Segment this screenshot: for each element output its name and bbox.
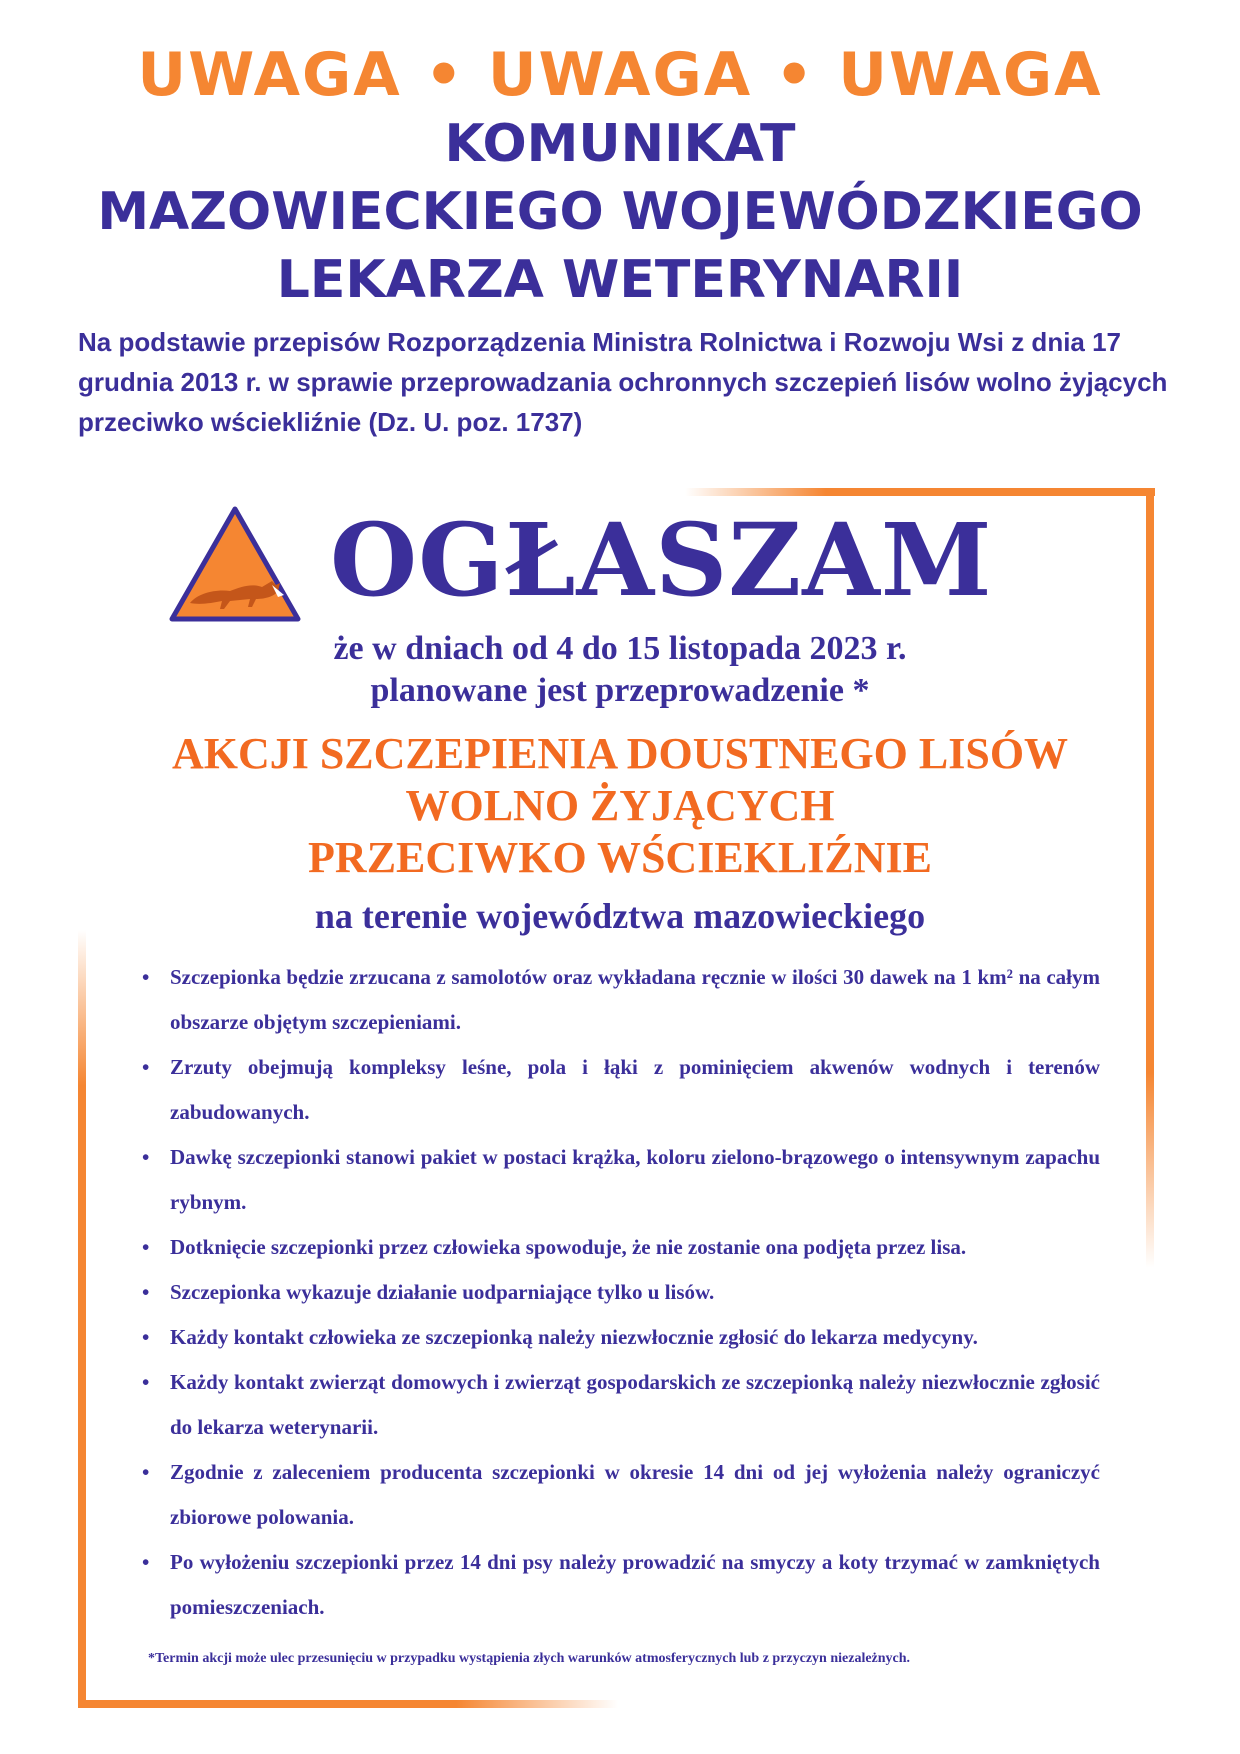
list-item: • Dawkę szczepionki stanowi pakiet w postaci krążka, koloru zielono-brązowego o intensywnym zapachu rybnym. bbox=[142, 1135, 1100, 1225]
campaign-dates: że w dniach od 4 do 15 listopada 2023 r. bbox=[333, 630, 907, 667]
instructions-list bbox=[142, 955, 1100, 1630]
frame-left-border bbox=[78, 930, 86, 1708]
list-item: • Dotknięcie szczepionki przez człowieka spowoduje, że nie zostanie ona podjęta przez lisa. bbox=[142, 1225, 1100, 1270]
list-item: • Szczepionka wykazuje działanie uodparniające tylko u lisów. bbox=[142, 1270, 1100, 1315]
uwaga-banner: UWAGA • UWAGA • UWAGA bbox=[137, 40, 1103, 110]
list-item: • Każdy kontakt zwierząt domowych i zwierząt gospodarskich ze szczepionką należy niezwłocznie zgłosić do lekarza weterynarii. bbox=[142, 1360, 1100, 1450]
list-item: • Po wyłożeniu szczepionki przez 14 dni psy należy prowadzić na smyczy a koty trzymać w zamkniętych pomieszczeniach. bbox=[142, 1540, 1100, 1630]
list-item: • Szczepionka będzie zrzucana z samolotów oraz wykładana ręcznie w ilości 30 dawek na 1 km² na całym obszarze objętym szczepieniami. bbox=[142, 955, 1100, 1045]
announcement-headline: OGŁASZAM bbox=[330, 501, 993, 619]
area-line: na terenie województwa mazowieckiego bbox=[314, 896, 926, 936]
action-title-line-2: WOLNO ŻYJĄCYCH bbox=[405, 781, 835, 830]
action-title-line-1: AKCJI SZCZEPIENIA DOUSTNEGO LISÓW bbox=[171, 729, 1069, 778]
fox-warning-triangle-icon bbox=[168, 505, 302, 623]
action-title-line-3: PRZECIWKO WŚCIEKLIŹNIE bbox=[308, 833, 932, 882]
list-item: • Zgodnie z zaleceniem producenta szczepionki w okresie 14 dni od jej wyłożenia należy ograniczyć zbiorowe polowania. bbox=[142, 1450, 1100, 1540]
frame-top-border bbox=[685, 488, 1155, 496]
title-line-komunikat: KOMUNIKAT bbox=[444, 114, 796, 174]
title-line-lekarza: LEKARZA WETERYNARII bbox=[276, 250, 964, 310]
legal-basis-paragraph: Na podstawie przepisów Rozporządzenia Ministra Rolnictwa i Rozwoju Wsi z dnia 17 grudnia 2013 r. w sprawie przeprowadzania ochronnych szczepień lisów wolno żyjących przeciwko wściekliźnie (Dz. U. poz. 1737) bbox=[78, 327, 1168, 437]
footnote: *Termin akcji może ulec przesunięciu w przypadku wystąpienia złych warunków atmosferycznych lub z przyczyn niezależnych. bbox=[148, 1651, 911, 1666]
frame-bottom-border bbox=[78, 1700, 618, 1708]
planned-line: planowane jest przeprowadzenie * bbox=[370, 672, 870, 709]
title-line-wojewodzkiego: MAZOWIECKIEGO WOJEWÓDZKIEGO bbox=[97, 182, 1143, 242]
list-item: • Zrzuty obejmują kompleksy leśne, pola i łąki z pominięciem akwenów wodnych i terenów zabudowanych. bbox=[142, 1045, 1100, 1135]
list-item: • Każdy kontakt człowieka ze szczepionką należy niezwłocznie zgłosić do lekarza medycyny. bbox=[142, 1315, 1100, 1360]
